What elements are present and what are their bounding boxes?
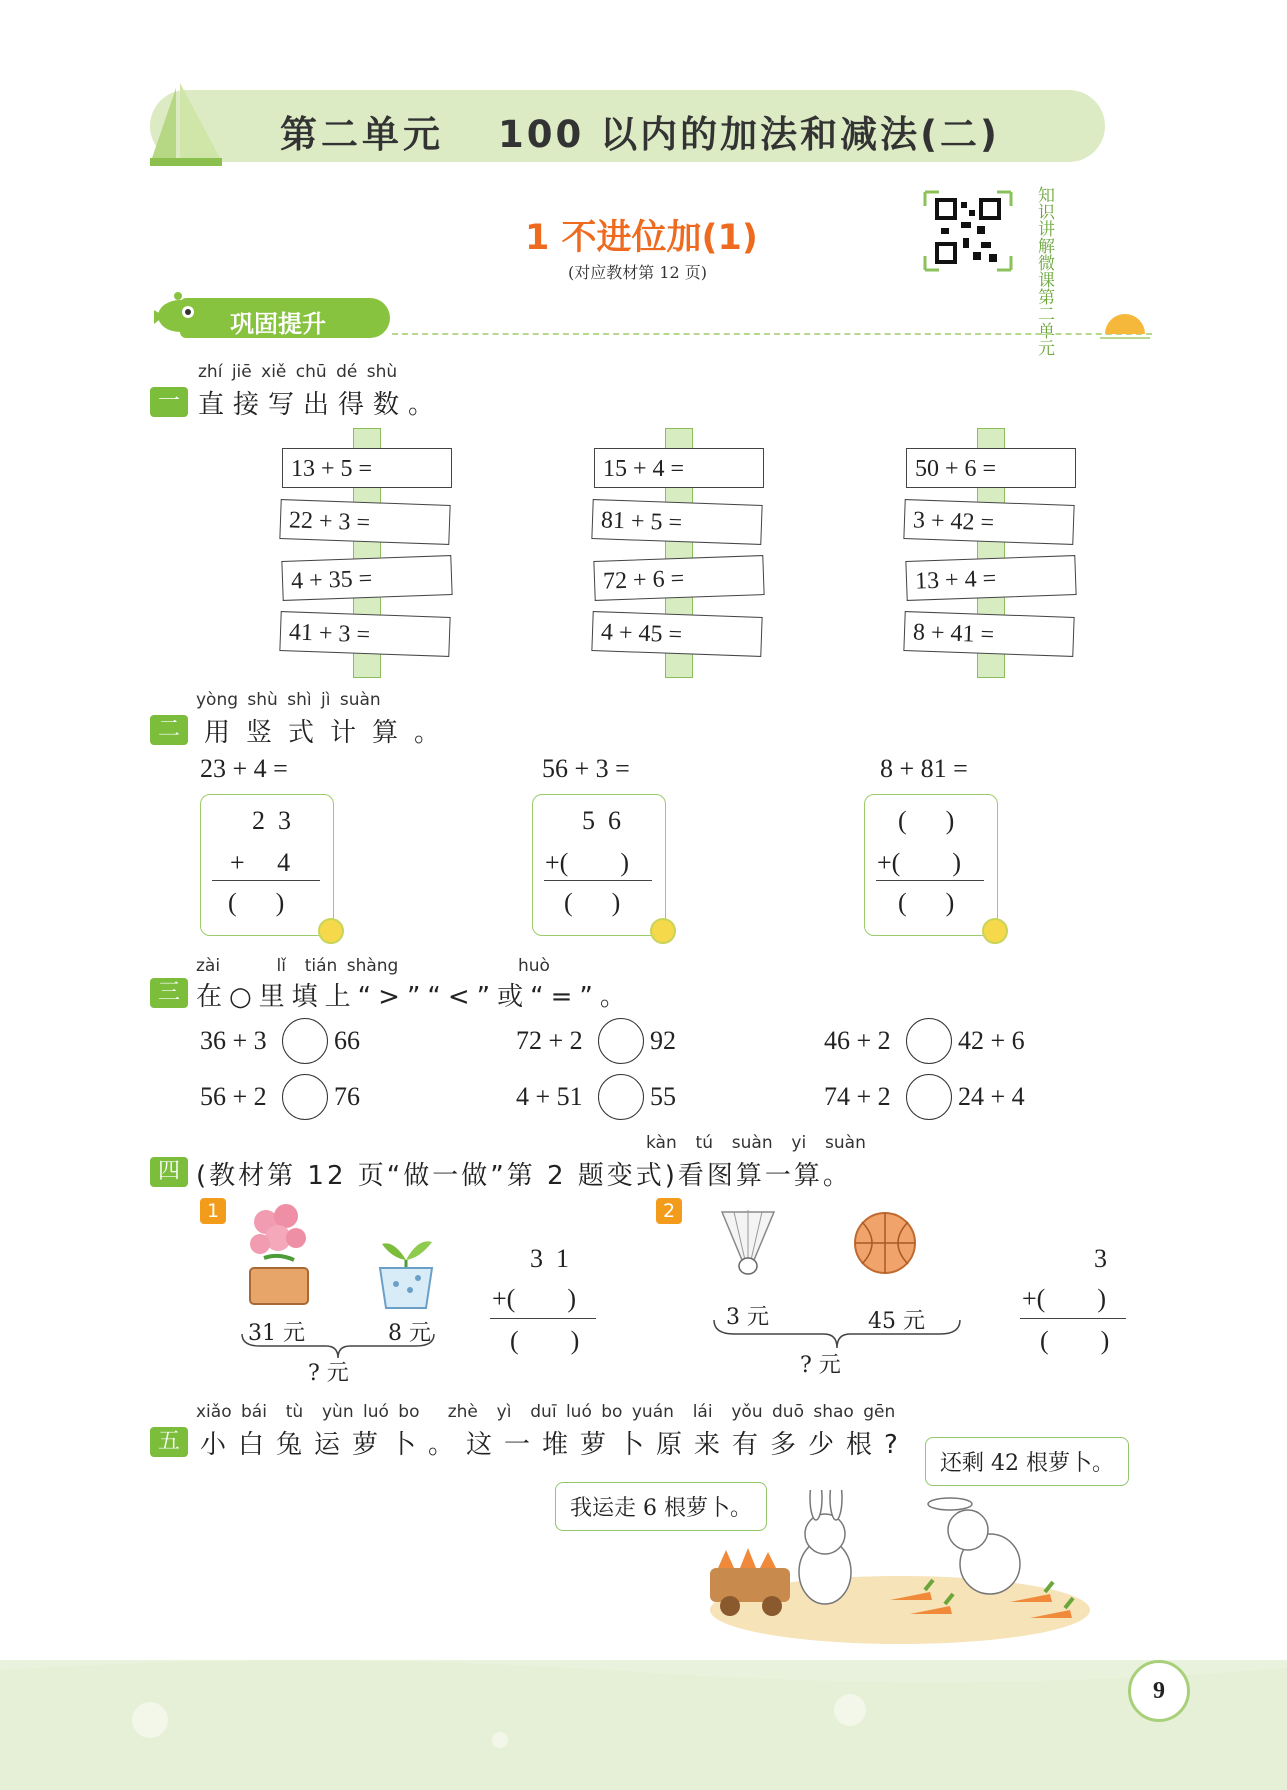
calc-rule bbox=[212, 880, 320, 881]
q5-instruction: 小白兔运萝卜。这一堆萝卜原来有多少根? bbox=[200, 1430, 910, 1460]
basketball-icon bbox=[852, 1210, 918, 1276]
price-label: 31 元 bbox=[248, 1321, 305, 1346]
lesson-subtitle: (对应教材第 12 页) bbox=[568, 263, 708, 282]
answer-blank[interactable]: ( ) bbox=[564, 888, 621, 917]
calc-rule bbox=[876, 880, 984, 881]
sprout-pot-icon bbox=[374, 1230, 438, 1310]
q2-instruction: 用竖式计算。 bbox=[204, 718, 457, 748]
q4-pinyin: kàn tú suàn yi suàn bbox=[646, 1133, 866, 1153]
q4-number: 四 bbox=[150, 1157, 188, 1187]
flower-icon bbox=[982, 918, 1008, 944]
compare-left: 36 + 3 bbox=[200, 1026, 267, 1055]
answer-blank[interactable]: ( ) bbox=[510, 1326, 580, 1355]
signpost-problem[interactable]: 81 + 5 = bbox=[591, 499, 762, 545]
signpost-problem[interactable]: 13 + 5 = bbox=[282, 448, 452, 488]
answer-blank[interactable]: ( ) bbox=[1040, 1326, 1110, 1355]
shuttlecock-icon bbox=[716, 1206, 780, 1276]
compare-right: 76 bbox=[334, 1082, 360, 1111]
answer-blank[interactable]: +( ) bbox=[545, 848, 629, 877]
signpost-problem[interactable]: 4 + 35 = bbox=[281, 555, 452, 601]
signpost-problem[interactable]: 15 + 4 = bbox=[594, 448, 764, 488]
signpost-problem[interactable]: 8 + 41 = bbox=[903, 611, 1074, 657]
qr-label: 知识讲解微课第二单元 bbox=[1034, 186, 1054, 356]
answer-blank[interactable]: +( ) bbox=[1022, 1284, 1106, 1313]
flower-pot-icon bbox=[244, 1198, 314, 1308]
compare-right: 55 bbox=[650, 1082, 676, 1111]
calc-line: + 4 bbox=[230, 848, 291, 877]
q3-instruction: 在○里填上“>”“<”或“=”。 bbox=[196, 982, 633, 1012]
q5-number: 五 bbox=[150, 1427, 188, 1457]
compare-circle[interactable] bbox=[906, 1074, 952, 1120]
compare-circle[interactable] bbox=[598, 1018, 644, 1064]
q3-pinyin: zài lǐ tián shàng bbox=[196, 956, 399, 976]
signpost-problem[interactable]: 22 + 3 = bbox=[279, 499, 450, 545]
compare-left: 46 + 2 bbox=[824, 1026, 891, 1055]
calc-rule bbox=[544, 880, 652, 881]
compare-circle[interactable] bbox=[282, 1074, 328, 1120]
calc-line: 2 3 bbox=[252, 806, 291, 835]
compare-circle[interactable] bbox=[282, 1018, 328, 1064]
signpost-problem[interactable]: 50 + 6 = bbox=[906, 448, 1076, 488]
calc-line: 3 1 bbox=[530, 1244, 569, 1273]
answer-blank[interactable]: +( ) bbox=[492, 1284, 576, 1313]
signpost-problem[interactable]: 41 + 3 = bbox=[279, 611, 450, 657]
vertical-problem-expression: 56 + 3 = bbox=[542, 754, 630, 783]
question-label: ? 元 bbox=[308, 1361, 349, 1386]
signpost-problem[interactable]: 3 + 42 = bbox=[903, 499, 1074, 545]
compare-right: 24 + 4 bbox=[958, 1082, 1025, 1111]
compare-left: 74 + 2 bbox=[824, 1082, 891, 1111]
calc-rule bbox=[1020, 1318, 1126, 1319]
q5-pinyin: xiǎo bái tù yùn luó bo zhè yì duī luó bo yuán lái yǒu duō shao gēn bbox=[196, 1402, 896, 1422]
speech-bubble: 还剩 42 根萝卜。 bbox=[925, 1437, 1129, 1486]
q2-number: 二 bbox=[150, 715, 188, 745]
q1-number: 一 bbox=[150, 387, 188, 417]
compare-circle[interactable] bbox=[906, 1018, 952, 1064]
rabbits-carrots-illustration bbox=[700, 1490, 1100, 1650]
calc-line: 3 bbox=[1094, 1244, 1107, 1273]
q1-instruction: 直接写出得数。 bbox=[198, 390, 444, 420]
compare-right: 42 + 6 bbox=[958, 1026, 1025, 1055]
page-number: 9 bbox=[1128, 1660, 1190, 1722]
unit-name: 100 以内的加法和减法(二) bbox=[498, 113, 1000, 156]
flower-icon bbox=[650, 918, 676, 944]
problem-badge: 2 bbox=[656, 1198, 682, 1224]
flower-icon bbox=[318, 918, 344, 944]
q2-pinyin: yòng shù shì jì suàn bbox=[196, 690, 381, 710]
whale-icon bbox=[150, 290, 202, 334]
signpost-problem[interactable]: 72 + 6 = bbox=[593, 555, 764, 601]
question-label: ? 元 bbox=[800, 1353, 841, 1378]
calc-line: 5 6 bbox=[582, 806, 621, 835]
answer-blank[interactable]: ( ) bbox=[898, 806, 955, 835]
answer-blank[interactable]: +( ) bbox=[877, 848, 961, 877]
q3-number: 三 bbox=[150, 978, 188, 1008]
q1-pinyin: zhí jiē xiě chū dé shù bbox=[198, 362, 398, 382]
footer-wave bbox=[0, 1660, 1287, 1790]
sun-icon bbox=[1100, 306, 1150, 346]
section-title: 巩固提升 bbox=[230, 310, 326, 338]
sail-decoration-icon bbox=[150, 78, 222, 168]
compare-right: 66 bbox=[334, 1026, 360, 1055]
price-label: 3 元 bbox=[726, 1305, 769, 1330]
price-label: 8 元 bbox=[388, 1321, 431, 1346]
answer-blank[interactable]: ( ) bbox=[228, 888, 285, 917]
price-label: 45 元 bbox=[868, 1309, 925, 1334]
compare-left: 72 + 2 bbox=[516, 1026, 583, 1055]
signpost-problem[interactable]: 13 + 4 = bbox=[905, 555, 1076, 601]
signpost-problem[interactable]: 4 + 45 = bbox=[591, 611, 762, 657]
answer-blank[interactable]: ( ) bbox=[898, 888, 955, 917]
compare-left: 4 + 51 bbox=[516, 1082, 583, 1111]
brace-icon bbox=[712, 1318, 962, 1352]
vertical-problem-expression: 8 + 81 = bbox=[880, 754, 968, 783]
lesson-title: 1 不进位加(1) bbox=[525, 218, 758, 258]
q4-instruction: (教材第 12 页“做一做”第 2 题变式)看图算一算。 bbox=[196, 1161, 852, 1191]
compare-circle[interactable] bbox=[598, 1074, 644, 1120]
speech-bubble: 我运走 6 根萝卜。 bbox=[555, 1482, 767, 1531]
compare-left: 56 + 2 bbox=[200, 1082, 267, 1111]
unit-label: 第二单元 bbox=[280, 113, 444, 156]
q3-pinyin: huò bbox=[518, 956, 550, 976]
qr-code-icon[interactable] bbox=[923, 190, 1013, 272]
vertical-problem-expression: 23 + 4 = bbox=[200, 754, 288, 783]
calc-rule bbox=[490, 1318, 596, 1319]
divider bbox=[392, 333, 1152, 335]
problem-badge: 1 bbox=[200, 1198, 226, 1224]
compare-right: 92 bbox=[650, 1026, 676, 1055]
